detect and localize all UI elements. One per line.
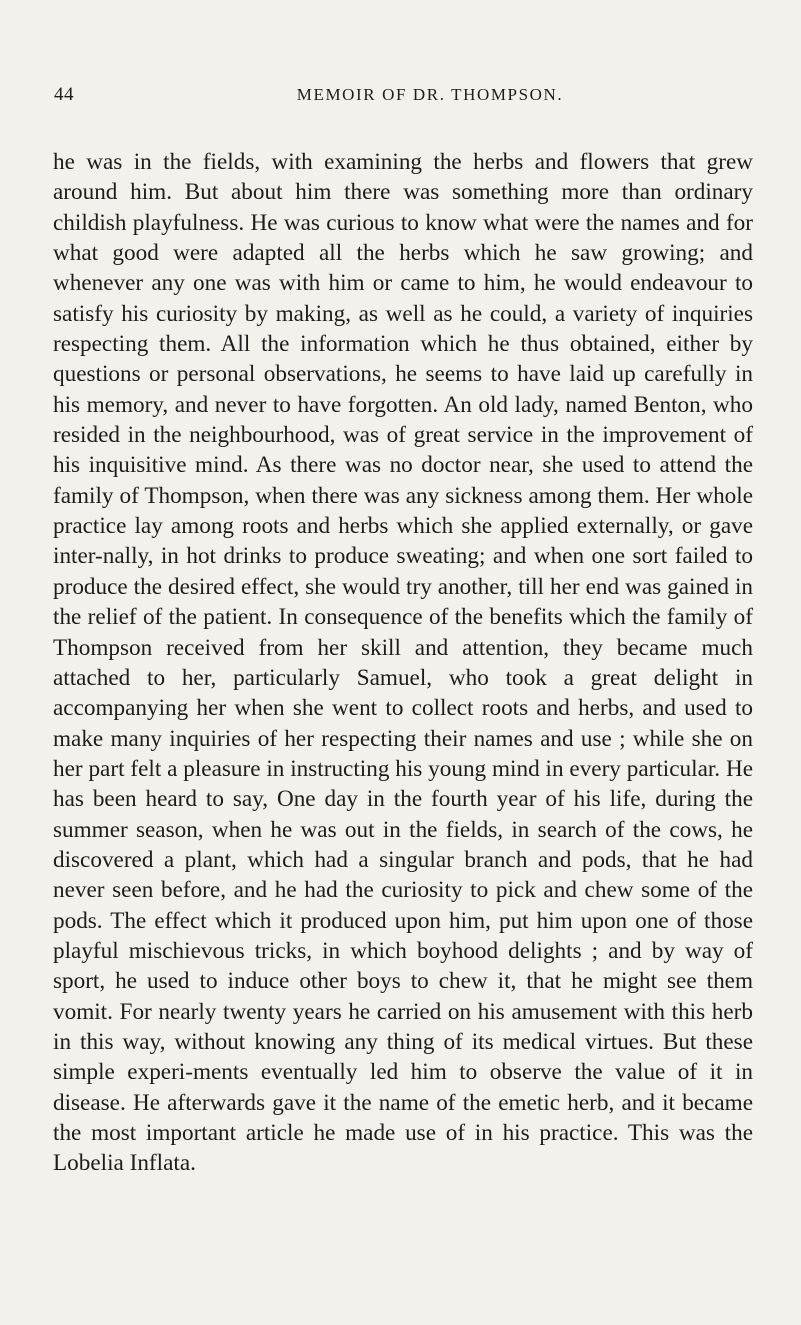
body-paragraph: he was in the fields, with examining the herbs and flowers that grew around him. But about him there was something more than ordinary childish playfulness. He was curious to know what were the names and for what good were adapted all the herbs which he saw growing; and whenever any one was with him or came to him, he would endeavour to satisfy his curiosity by making, as well as he could, a variety of inquiries respecting them. All the information which he thus obtained, either by questions or personal observations, he seems to have laid up carefully in his memory, and never to have forgotten. An old lady, named Benton, who resided in the neighbourhood, was of great service in the improvement of his inquisitive mind. As there was no doctor near, she used to attend the family of Thompson, when there was any sickness among them. Her whole practice lay among roots and herbs which she applied externally, or gave inter-nally, in hot drinks to produce sweating; and when one sort failed to produce the desired effect, she would try another, till her end was gained in the relief of the patient. In consequence of the benefits which the family of Thompson received from her skill and attention, they became much attached to her, particularly Samuel, who took a great delight in accompanying her when she went to collect roots and herbs, and used to make many inquiries of her respecting their names and use ; while she on her part felt a pleasure in instructing his young mind in every particular. He has been heard to say, One day in the fourth year of his life, during the summer season, when he was out in the fields, in search of the cows, he discovered a plant, which had a singular branch and pods, that he had never seen before, and he had the curiosity to pick and chew some of the pods. The effect which it produced upon him, put him upon one of those playful mischievous tricks, in which boyhood delights ; and by way of sport, he used to induce other boys to chew it, that he might see them vomit. For nearly twenty years he carried on his amusement with this herb in this way, without knowing any thing of its medical virtues. But these simple experi-ments eventually led him to observe the value of it in disease. He afterwards gave it the name of the emetic herb, and it became the most important article he made use of in his practice. This was the Lobelia Inflata. [53, 149, 753, 1177]
page-number: 44 [54, 84, 74, 105]
running-header [40, 84, 780, 114]
running-title: MEMOIR OF DR. THOMPSON. [296, 85, 564, 104]
